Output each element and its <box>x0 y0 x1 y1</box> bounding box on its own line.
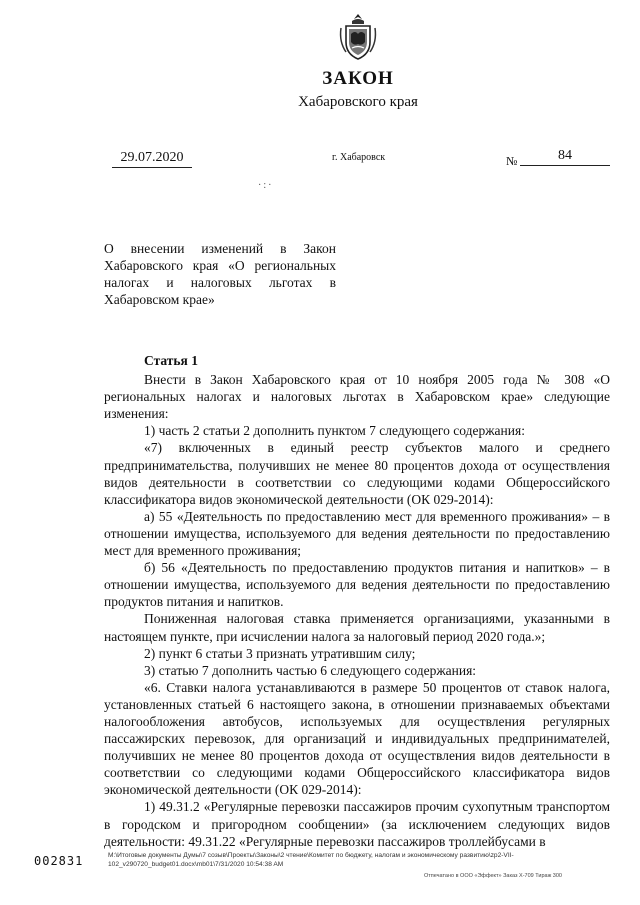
law-date: 29.07.2020 <box>112 150 192 168</box>
paragraph: «6. Ставки налога устанавливаются в размере 50 процентов от ставок налога, установленных статьей 6 настоящего закона, в отношении признаваемых объектами налогообложения автобусов, используемых для осуществления регулярных пассажирских перевозок, для организаций и индивидуальных предпринимателей, получивших не менее 80 процентов дохода от осуществления видов деятельности в соответствии со следующими кодами Общероссийского классификатора видов экономической деятельности (ОК 029-2014): <box>104 679 610 798</box>
file-path: M:\Итоговые документы Думы\7 созыв\Проекты\Законы\2 чтение\Комитет по бюджету, налогам и экономическому развитию\zp2-VII-102_v290720_budget01.docx\mb01\7/31/2020 10:54:38 AM <box>108 852 514 868</box>
city-label: г. Хабаровск <box>332 152 386 163</box>
scan-specks: ·:· <box>258 180 274 191</box>
number-label: № <box>506 154 518 168</box>
law-subject: О внесении изменений в Закон Хабаровского края «О региональных налогах и налоговых льготах в Хабаровском крае» <box>104 241 336 307</box>
paragraph: а) 55 «Деятельность по предоставлению мест для временного проживания» – в отношении имущества, используемого для ведения деятельности по предоставлению мест для временного проживания; <box>104 508 610 559</box>
paragraph: Внести в Закон Хабаровского края от 10 ноября 2005 года № 308 «О региональных налогах и налоговых льготах в Хабаровском крае» следующие изменения: <box>104 372 610 422</box>
region-name: Хабаровского края <box>298 94 418 110</box>
article-title: Статья 1 <box>144 353 198 368</box>
paragraph: б) 56 «Деятельность по предоставлению продуктов питания и напитков» – в отношении имущества, используемого для ведения деятельности по предоставлению продуктов питания и напитков. <box>104 560 610 610</box>
law-title: ЗАКОН <box>322 68 394 89</box>
paragraph: 2) пункт 6 статьи 3 признать утратившим силу; <box>144 645 416 661</box>
paragraph: Пониженная налоговая ставка применяется организациями, указанными в настоящем пункте, при исчислении налога за налоговый период 2020 года.»; <box>104 611 610 644</box>
stamp-number: 002831 <box>34 854 84 868</box>
article-body <box>104 352 610 850</box>
paragraph: 1) 49.31.2 «Регулярные перевозки пассажиров прочим сухопутным транспортом в городском и пригородном сообщении» (за исключением следующих видов деятельности: 49.31.22 «Регулярные перевозки пассажиров троллейбусами в <box>104 799 610 849</box>
paragraph: 1) часть 2 статьи 2 дополнить пунктом 7 следующего содержания: <box>144 423 525 439</box>
paragraph: «7) включенных в единый реестр субъектов малого и среднего предпринимательства, получивших не менее 80 процентов дохода от осуществления видов деятельности в соответствии со следующими кодами Общероссийского классификатора видов экономической деятельности (ОК 029-2014): <box>104 440 610 507</box>
printer-note: Отпечатано в ООО «Эффект» Заказ Х-709 Тираж 300 <box>424 873 562 879</box>
paragraph: 3) статью 7 дополнить частью 6 следующего содержания: <box>144 662 477 678</box>
law-number: 84 <box>520 148 610 166</box>
coat-of-arms-icon <box>338 12 378 62</box>
